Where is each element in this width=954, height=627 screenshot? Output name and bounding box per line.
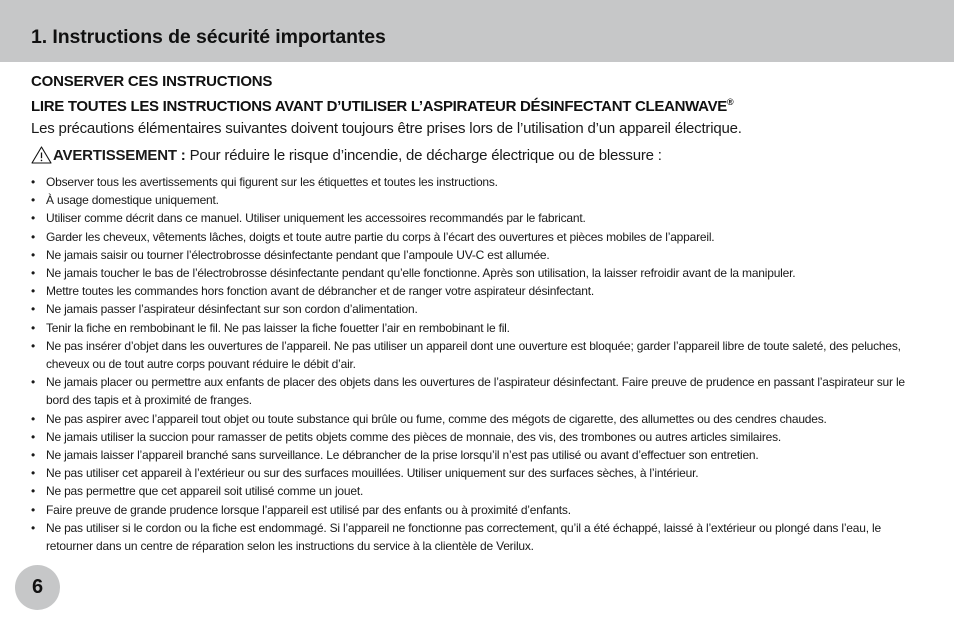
list-item bbox=[31, 446, 921, 464]
bullet-icon: • bbox=[31, 520, 36, 535]
instruction-text: Garder les cheveux, vêtements lâches, doigts et toute autre partie du corps à l’écart des ouvertures et pièces mobiles de l’appareil. bbox=[46, 229, 715, 244]
bullet-icon: • bbox=[31, 466, 36, 481]
list-item bbox=[31, 246, 921, 264]
instruction-text: Mettre toutes les commandes hors fonction avant de débrancher et de ranger votre aspirateur désinfectant. bbox=[46, 284, 594, 299]
list-item bbox=[31, 228, 921, 246]
section-header-bar bbox=[0, 0, 954, 62]
list-item bbox=[31, 319, 921, 337]
bullet-icon: • bbox=[31, 211, 36, 226]
list-item bbox=[31, 464, 921, 482]
instruction-text: Ne pas aspirer avec l’appareil tout objet ou toute substance qui brûle ou fume, comme des mégots de cigarette, des allumettes ou des cendres chaudes. bbox=[46, 411, 827, 426]
instruction-text: Faire preuve de grande prudence lorsque l’appareil est utilisé par des enfants ou à proximité d’enfants. bbox=[46, 502, 571, 517]
instruction-text: Ne jamais placer ou permettre aux enfants de placer des objets dans les ouvertures de l’aspirateur désinfectant. Faire preuve de prudence en passant l’aspirateur sur le bord des tapis et à proximité de franges. bbox=[46, 375, 905, 408]
list-item bbox=[31, 191, 921, 209]
instruction-text: Ne pas utiliser cet appareil à l’extérieur ou sur des surfaces mouillées. Utiliser uniquement sur des surfaces sèches, à l’intérieur. bbox=[46, 466, 699, 481]
read-instructions-text: LIRE TOUTES LES INSTRUCTIONS AVANT D’UTILISER L’ASPIRATEUR DÉSINFECTANT CLEANWAVE bbox=[31, 98, 728, 115]
bullet-icon: • bbox=[31, 502, 36, 517]
instruction-text: Ne pas permettre que cet appareil soit utilisé comme un jouet. bbox=[46, 484, 364, 499]
list-item bbox=[31, 410, 921, 428]
instruction-text: Utiliser comme décrit dans ce manuel. Utiliser uniquement les accessoires recommandés par le fabricant. bbox=[46, 211, 586, 226]
warning-triangle-icon bbox=[31, 146, 52, 164]
instruction-text: Tenir la fiche en rembobinant le fil. Ne pas laisser la fiche fouetter l’air en rembobinant le fil. bbox=[46, 320, 510, 335]
bullet-icon: • bbox=[31, 429, 36, 444]
warning-text: Pour réduire le risque d’incendie, de décharge électrique ou de blessure : bbox=[189, 147, 662, 164]
main-content bbox=[31, 72, 921, 555]
bullet-icon: • bbox=[31, 375, 36, 390]
list-item bbox=[31, 173, 921, 191]
list-item bbox=[31, 264, 921, 282]
list-item bbox=[31, 519, 921, 555]
list-item bbox=[31, 482, 921, 500]
list-item bbox=[31, 282, 921, 300]
keep-instructions-heading: CONSERVER CES INSTRUCTIONS bbox=[31, 73, 273, 90]
list-item bbox=[31, 501, 921, 519]
list-item bbox=[31, 428, 921, 446]
page-number-badge bbox=[15, 565, 60, 610]
list-item bbox=[31, 373, 921, 409]
bullet-icon: • bbox=[31, 448, 36, 463]
intro-paragraph: Les précautions élémentaires suivantes doivent toujours être prises lors de l’utilisation d’un appareil électrique. bbox=[31, 120, 742, 137]
instruction-text: Ne jamais passer l’aspirateur désinfectant sur son cordon d’alimentation. bbox=[46, 302, 418, 317]
list-item bbox=[31, 209, 921, 227]
instruction-text: À usage domestique uniquement. bbox=[46, 193, 219, 208]
page-number: 6 bbox=[31, 576, 44, 598]
warning-line bbox=[31, 146, 921, 166]
bullet-icon: • bbox=[31, 320, 36, 335]
section-title: 1. Instructions de sécurité importantes bbox=[31, 26, 386, 48]
instruction-text: Observer tous les avertissements qui figurent sur les étiquettes et toutes les instructions. bbox=[46, 175, 498, 189]
bullet-icon: • bbox=[31, 302, 36, 317]
instruction-text: Ne jamais laisser l’appareil branché sans surveillance. Le débrancher de la prise lorsqu’il n’est pas utilisé ou avant d’effectuer son entretien. bbox=[46, 448, 759, 463]
bullet-icon: • bbox=[31, 229, 36, 244]
bullet-icon: • bbox=[31, 175, 36, 189]
list-item bbox=[31, 337, 921, 373]
bullet-icon: • bbox=[31, 484, 36, 499]
instruction-text: Ne pas insérer d’objet dans les ouvertures de l’appareil. Ne pas utiliser un appareil dont une ouverture est bloquée; garder l’appareil libre de toute saleté, des peluches, cheveux ou de tout autre corps pouvant réduire le débit d’air. bbox=[46, 338, 901, 372]
bullet-icon: • bbox=[31, 247, 36, 262]
instruction-text: Ne jamais utiliser la succion pour ramasser de petits objets comme des pièces de monnaie, des vis, des trombones ou autres articles similaires. bbox=[46, 429, 782, 444]
bullet-icon: • bbox=[31, 338, 36, 353]
instruction-text: Ne jamais toucher le bas de l’électrobrosse désinfectante pendant qu’elle fonctionne. Après son utilisation, la laisser refroidir avant de la manipuler. bbox=[46, 266, 796, 281]
instruction-list bbox=[31, 173, 921, 555]
list-item bbox=[31, 300, 921, 318]
bullet-icon: • bbox=[31, 266, 36, 281]
bullet-icon: • bbox=[31, 411, 36, 426]
bullet-icon: • bbox=[31, 284, 36, 299]
warning-label: AVERTISSEMENT : bbox=[53, 147, 186, 164]
instruction-text: Ne jamais saisir ou tourner l’électrobrosse désinfectante pendant que l’ampoule UV-C est allumée. bbox=[46, 247, 550, 262]
registered-mark: ® bbox=[727, 97, 734, 107]
bullet-icon: • bbox=[31, 193, 36, 208]
instruction-text: Ne pas utiliser si le cordon ou la fiche est endommagé. Si l’appareil ne fonctionne pas correctement, qu’il a été échappé, laissé à l’extérieur ou plongé dans l’eau, le retourner dans un centre de réparation selon les instructions du service à la clientèle de Verilux. bbox=[46, 520, 881, 554]
read-instructions-heading bbox=[31, 92, 921, 117]
